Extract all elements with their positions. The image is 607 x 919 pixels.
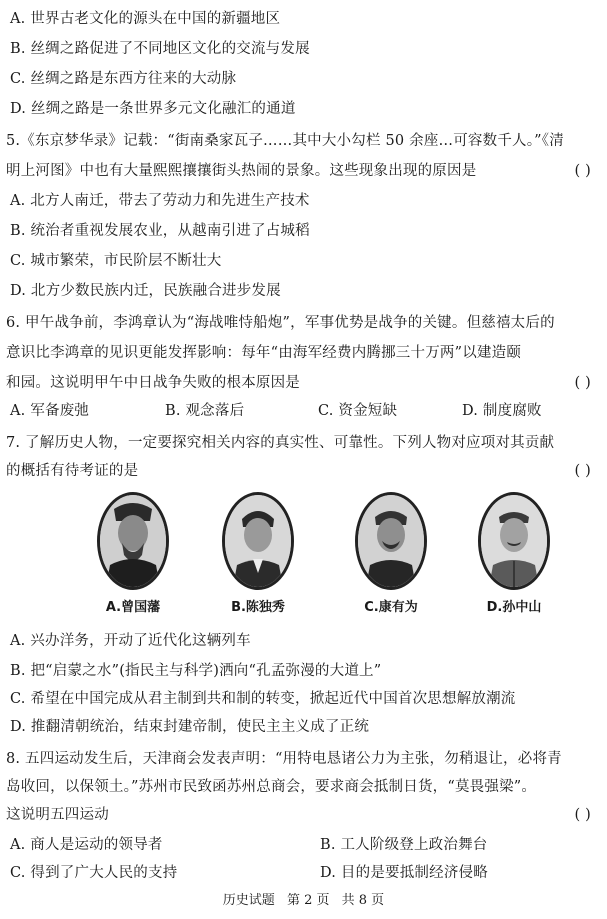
q5-stem-text: 明上河图》中也有大量熙熙攘攘街头热闹的景象。这些现象出现的原因是 <box>6 163 477 179</box>
q7-stem-line2 <box>6 458 607 484</box>
q8-options-row2 <box>0 860 607 886</box>
footer-subject: 历史试题 <box>222 893 275 908</box>
portrait-c <box>336 492 446 616</box>
q5-answer-blank[interactable]: ( ) <box>574 163 591 179</box>
portrait-b <box>203 492 313 616</box>
footer-total-pages: 共 8 页 <box>341 893 385 908</box>
q7-option-b[interactable]: B. 把“启蒙之水”(指民主与科学)洒向“孔孟弥漫的大道上” <box>10 663 382 679</box>
q8-answer-blank[interactable]: ( ) <box>574 807 591 823</box>
q6-option-a[interactable]: A. 军备废弛 <box>10 403 90 419</box>
portrait-a-photo <box>97 492 169 590</box>
q5-stem-line1: 5.《东京梦华录》记载：“街南桑家瓦子……其中大小勾栏 50 余座…可容数千人。”《清 <box>6 133 564 149</box>
person-c-icon <box>358 495 424 587</box>
q8-stem-line3 <box>6 802 607 828</box>
portrait-b-caption: B.陈独秀 <box>231 600 285 615</box>
q4-option-a[interactable]: A. 世界古老文化的源头在中国的新疆地区 <box>10 11 281 27</box>
q8-stem-text: 这说明五四运动 <box>6 807 109 823</box>
portrait-d-caption: D.孙中山 <box>486 600 542 615</box>
footer-page-number: 第 2 页 <box>286 893 330 908</box>
q6-options-row <box>0 398 607 424</box>
portrait-c-caption: C.康有为 <box>364 600 418 615</box>
portrait-d <box>459 492 569 616</box>
q4-option-b[interactable]: B. 丝绸之路促进了不同地区文化的交流与发展 <box>10 41 310 57</box>
portrait-c-photo <box>355 492 427 590</box>
q8-option-c[interactable]: C. 得到了广大人民的支持 <box>10 865 178 881</box>
q8-option-a[interactable]: A. 商人是运动的领导者 <box>10 837 163 853</box>
portrait-b-photo <box>222 492 294 590</box>
q5-option-b[interactable]: B. 统治者重视发展农业，从越南引进了占城稻 <box>10 223 310 239</box>
q6-stem-line1: 6. 甲午战争前，李鸿章认为“海战唯恃船炮”，军事优势是战争的关键。但慈禧太后的 <box>6 315 555 331</box>
q5-option-c[interactable]: C. 城市繁荣，市民阶层不断壮大 <box>10 253 222 269</box>
person-a-icon <box>100 495 166 587</box>
q7-option-d[interactable]: D. 推翻清朝统治，结束封建帝制，使民主主义成了正统 <box>10 719 370 735</box>
q7-option-c[interactable]: C. 希望在中国完成从君主制到共和制的转变，掀起近代中国首次思想解放潮流 <box>10 691 516 707</box>
q6-answer-blank[interactable]: ( ) <box>574 375 591 391</box>
q8-option-d[interactable]: D. 目的是要抵制经济侵略 <box>320 865 488 881</box>
q6-stem-line3 <box>6 370 607 396</box>
q7-portraits <box>0 492 607 620</box>
q8-stem-line2: 岛收回，以保领土。”苏州市民致函苏州总商会，要求商会抵制日货，“莫畏强梁”。 <box>6 779 537 795</box>
q6-stem-text: 和园。这说明甲午中日战争失败的根本原因是 <box>6 375 300 391</box>
q8-options-row1 <box>0 832 607 858</box>
q7-stem-line1: 7. 了解历史人物，一定要探究相关内容的真实性、可靠性。下列人物对应项对其贡献 <box>6 435 555 451</box>
q8-option-b[interactable]: B. 工人阶级登上政治舞台 <box>320 837 488 853</box>
portrait-a-caption: A.曾国藩 <box>105 600 161 615</box>
q6-option-b[interactable]: B. 观念落后 <box>165 403 245 419</box>
portrait-d-photo <box>478 492 550 590</box>
portrait-a <box>78 492 188 616</box>
q4-option-c[interactable]: C. 丝绸之路是东西方往来的大动脉 <box>10 71 237 87</box>
person-d-icon <box>481 495 547 587</box>
q7-answer-blank[interactable]: ( ) <box>574 463 591 479</box>
q5-option-d[interactable]: D. 北方少数民族内迁，民族融合进步发展 <box>10 283 281 299</box>
page-footer <box>0 892 607 910</box>
q7-stem-text: 的概括有待考证的是 <box>6 463 139 479</box>
person-b-icon <box>225 495 291 587</box>
q7-option-a[interactable]: A. 兴办洋务，开动了近代化这辆列车 <box>10 633 251 649</box>
q8-stem-line1: 8. 五四运动发生后，天津商会发表声明：“用特电恳诸公力为主张，勿稍退让，必将青 <box>6 751 562 767</box>
q4-option-d[interactable]: D. 丝绸之路是一条世界多元文化融汇的通道 <box>10 101 296 117</box>
q6-option-c[interactable]: C. 资金短缺 <box>318 403 398 419</box>
q5-option-a[interactable]: A. 北方人南迁，带去了劳动力和先进生产技术 <box>10 193 310 209</box>
q6-option-d[interactable]: D. 制度腐败 <box>462 403 542 419</box>
q5-stem-line2 <box>6 158 607 184</box>
q6-stem-line2: 意识比李鸿章的见识更能发挥影响：每年“由海军经费内腾挪三十万两”以建造颐 <box>6 345 522 361</box>
